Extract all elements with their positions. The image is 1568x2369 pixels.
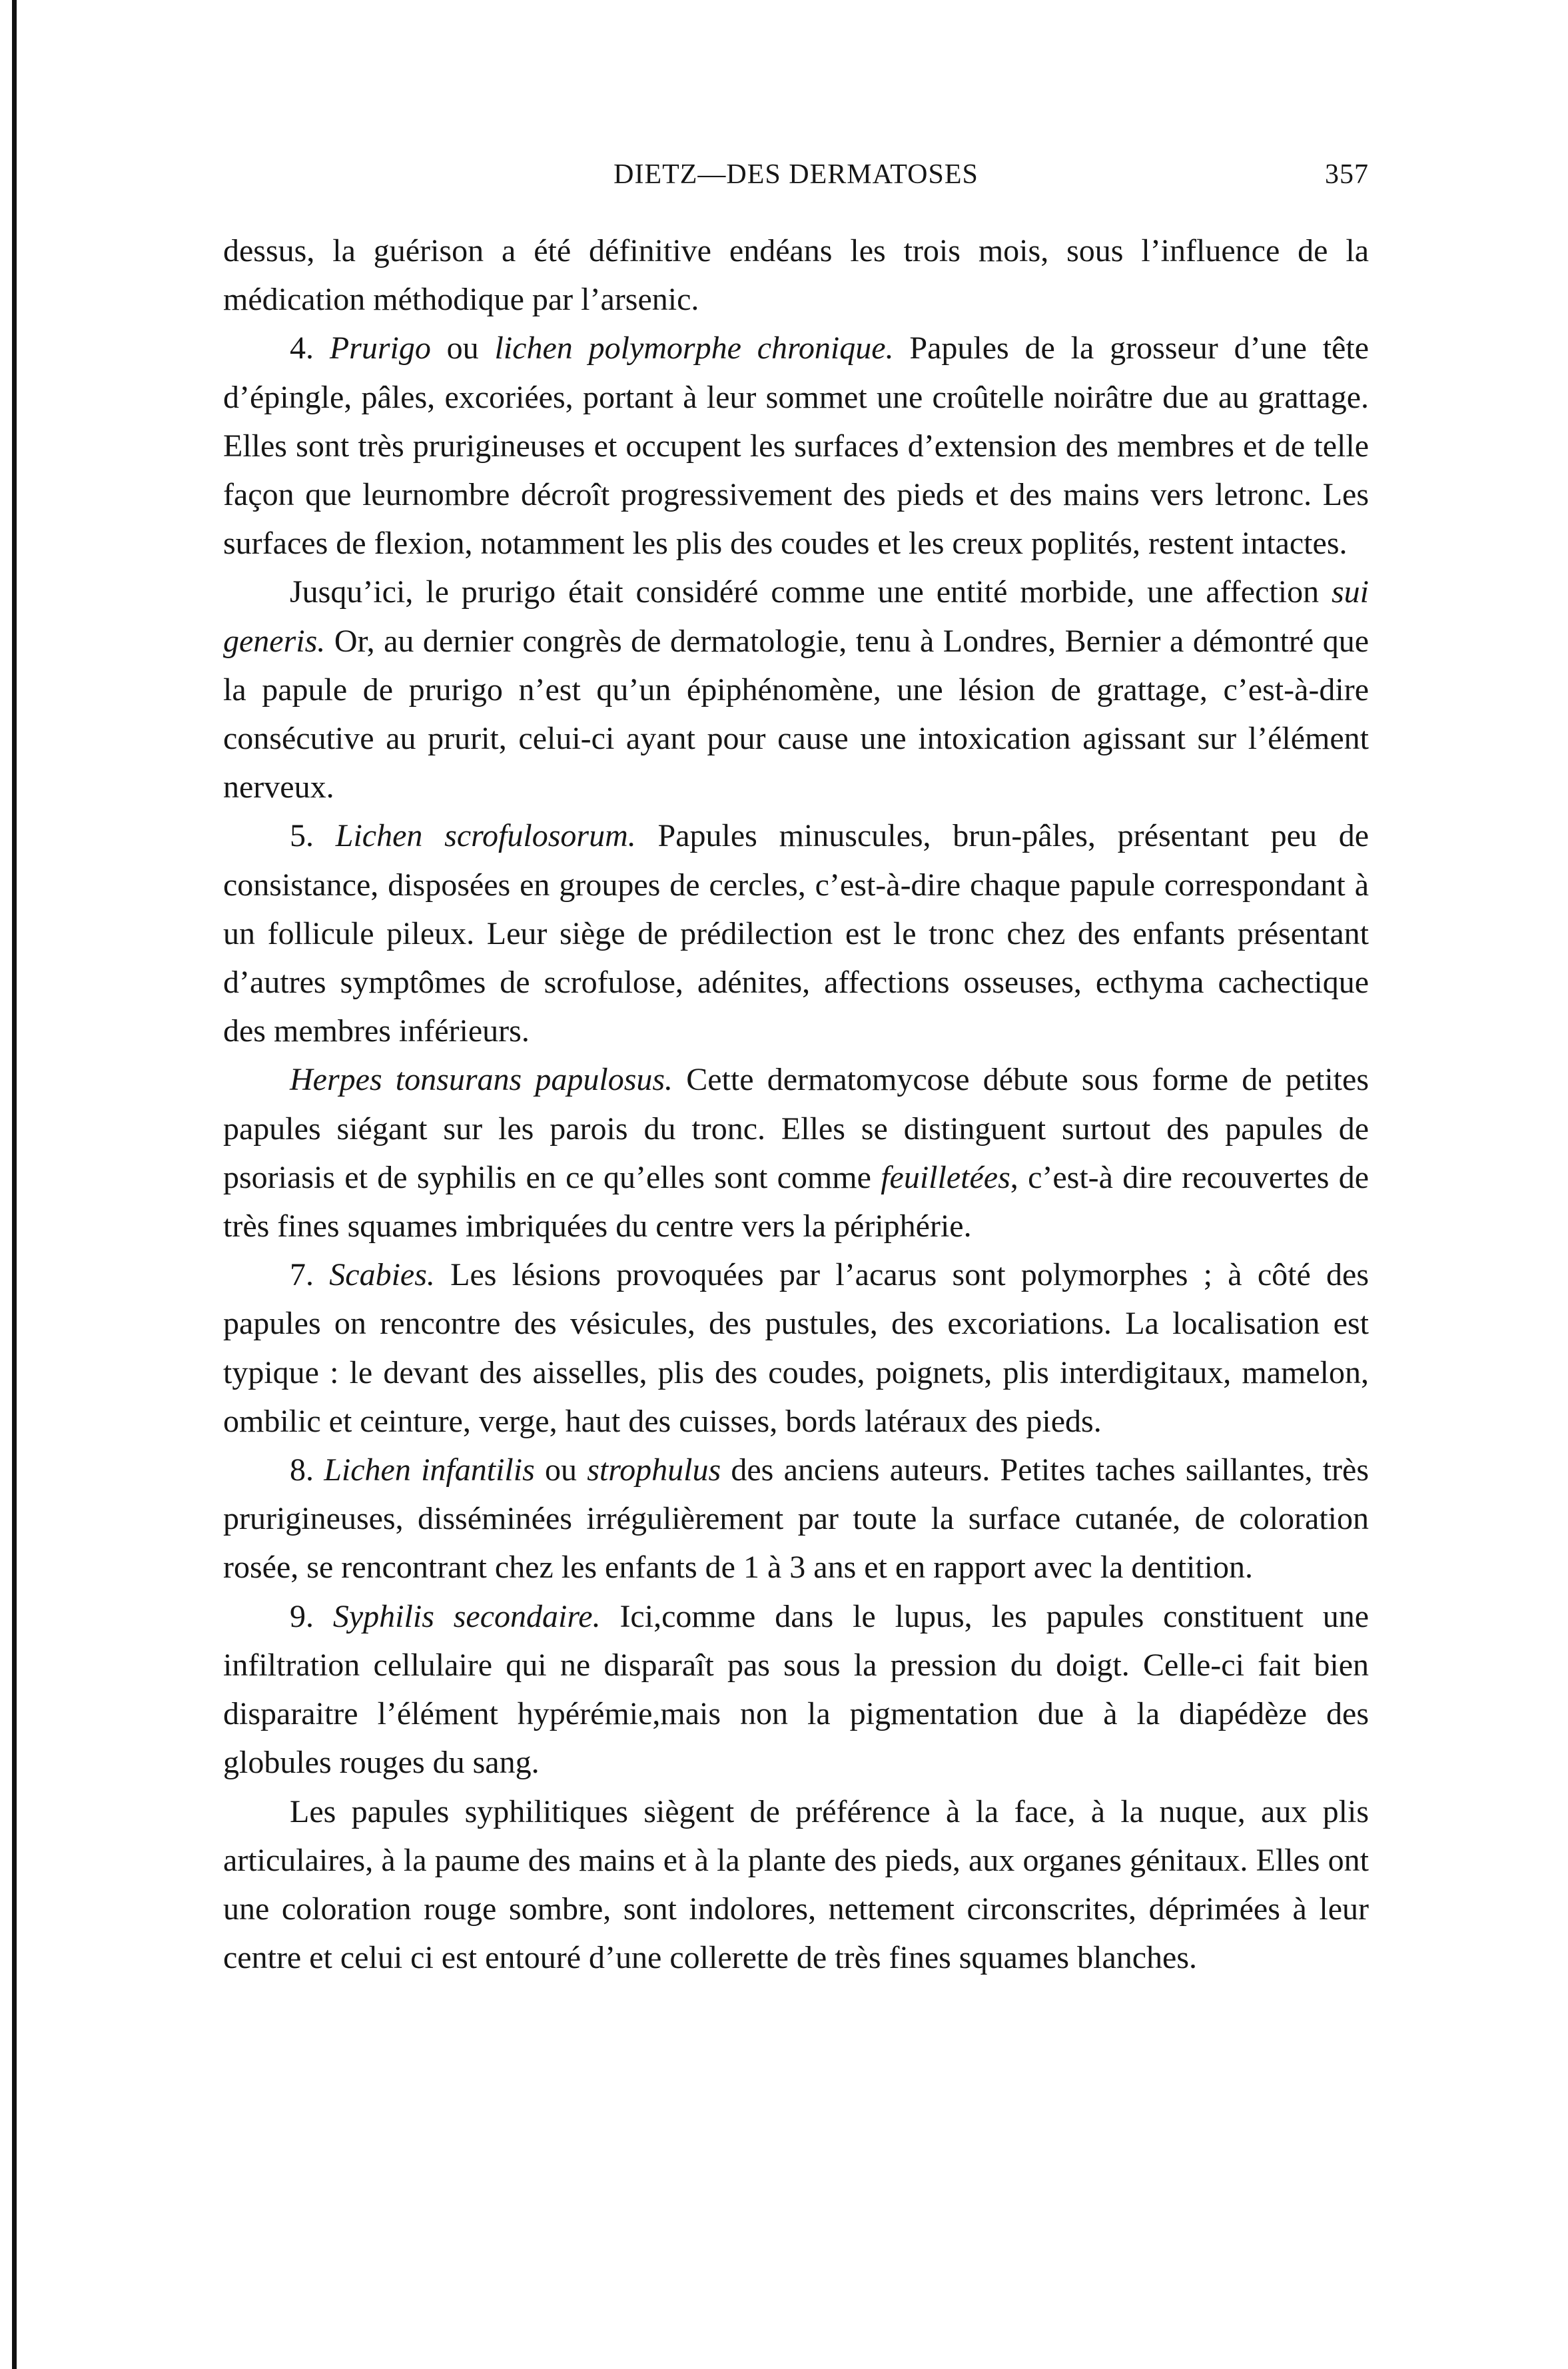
italic-term: lichen polymorphe chronique. <box>494 330 894 366</box>
page-edge-shadow <box>12 0 17 2369</box>
italic-term: Lichen infantilis <box>324 1452 535 1488</box>
paragraph <box>223 227 1369 324</box>
text-run: Ici,comme dans le lupus, les papules constituent une infiltration cellulaire qui ne disparaît pas sous la pression du doigt. Celle-ci fait bien disparaitre l’élément hypérémie,mais non la pigmentation due à la diapédèze des globules rouges du sang. <box>223 1598 1369 1781</box>
paragraph <box>223 324 1369 568</box>
page-body <box>223 227 1369 1982</box>
text-run: Cette dermatomycose débute sous forme de petites papules siégant sur les parois du tronc. Elles se distinguent surtout des papules de psoriasis et de syphilis en ce qu’elles sont comme <box>223 1062 1370 1195</box>
paragraph <box>223 1787 1369 1983</box>
text-run: 8. <box>290 1452 324 1488</box>
paragraph <box>223 1250 1369 1446</box>
italic-term: Prurigo <box>329 330 431 366</box>
running-title: DIETZ—DES DERMATOSES <box>613 159 979 190</box>
text-run: Papules minuscules, brun-pâles, présentant peu de consistance, disposées en groupes de cercles, c’est-à-dire chaque papule correspondant à un follicule pileux. Leur siège de prédilection est le tronc chez des enfants présentant d’autres symptômes de scrofulose, adénites, affections osseuses, ecthyma cachectique des membres inférieurs. <box>223 818 1370 1049</box>
text-run: des anciens auteurs. Petites taches saillantes, très prurigineuses, disséminées irrégulièrement par toute la surface cutanée, de coloration rosée, se rencontrant chez les enfants de 1 à 3 ans et en rapport avec la dentition. <box>223 1452 1370 1586</box>
text-run: 4. <box>290 330 330 366</box>
text-run: ou <box>430 330 495 366</box>
italic-term: Scabies. <box>329 1257 435 1293</box>
text-run: Les lésions provoquées par l’acarus sont polymorphes ; à côté des papules on rencontre des vésicules, des pustules, des excoriations. La localisation est typique : le devant des aisselles, plis des coudes, poignets, plis interdigitaux, mamelon, ombilic et ceinture, verge, haut des cuisses, bords latéraux des pieds. <box>223 1257 1370 1439</box>
italic-term: sui generis. <box>223 574 1369 659</box>
italic-term: strophulus <box>587 1452 721 1488</box>
paragraph <box>223 568 1369 811</box>
italic-term: feuilletées <box>881 1159 1010 1195</box>
text-run: Les papules syphilitiques siègent de préférence à la face, à la nuque, aux plis articulaires, à la paume des mains et à la plante des pieds, aux organes génitaux. Elles ont une coloration rouge sombre, sont indolores, nettement circonscrites, déprimées à leur centre et celui ci est entouré d’une collerette de très fines squames blanches. <box>223 1793 1369 1976</box>
text-run: , c’est-à dire recouvertes de très fines squames imbriquées du centre vers la périphérie. <box>223 1159 1370 1244</box>
text-run: dessus, la guérison a été définitive endéans les trois mois, sous l’influence de la médication méthodique par l’arsenic. <box>223 233 1369 318</box>
text-run: Jusqu’ici, le prurigo était considéré comme une entité morbide, une affection <box>290 574 1332 610</box>
paragraph <box>223 811 1369 1055</box>
text-run: ou <box>534 1452 588 1488</box>
text-run: 7. <box>290 1257 330 1293</box>
paragraph <box>223 1055 1369 1250</box>
text-run: 9. <box>290 1598 333 1634</box>
italic-term: Lichen scrofulosorum. <box>335 818 636 854</box>
text-run: Or, au dernier congrès de dermatologie, tenu à Londres, Bernier a démontré que la papule de prurigo n’est qu’un épiphénomène, une lésion de grattage, c’est-à-dire consécutive au prurit, celui-ci ayant pour cause une intoxication agissant sur l’élément nerveux. <box>223 623 1369 805</box>
page-number: 357 <box>1325 159 1369 190</box>
text-run: Papules de la grosseur d’une tête d’épingle, pâles, excoriées, portant à leur sommet une croûtelle noirâtre due au grattage. Elles sont très prurigineuses et occupent les surfaces d’extension des membres et de telle façon que leurnombre décroît progressivement des pieds et des mains vers letronc. Les surfaces de flexion, notamment les plis des coudes et les creux poplités, restent intactes. <box>223 330 1370 562</box>
italic-term: Herpes tonsurans papulosus. <box>290 1062 673 1098</box>
book-page <box>223 159 1369 1982</box>
paragraph <box>223 1592 1369 1787</box>
page-header <box>223 159 1369 199</box>
paragraph <box>223 1446 1369 1592</box>
text-run: 5. <box>290 818 336 854</box>
italic-term: Syphilis secondaire. <box>332 1598 601 1634</box>
